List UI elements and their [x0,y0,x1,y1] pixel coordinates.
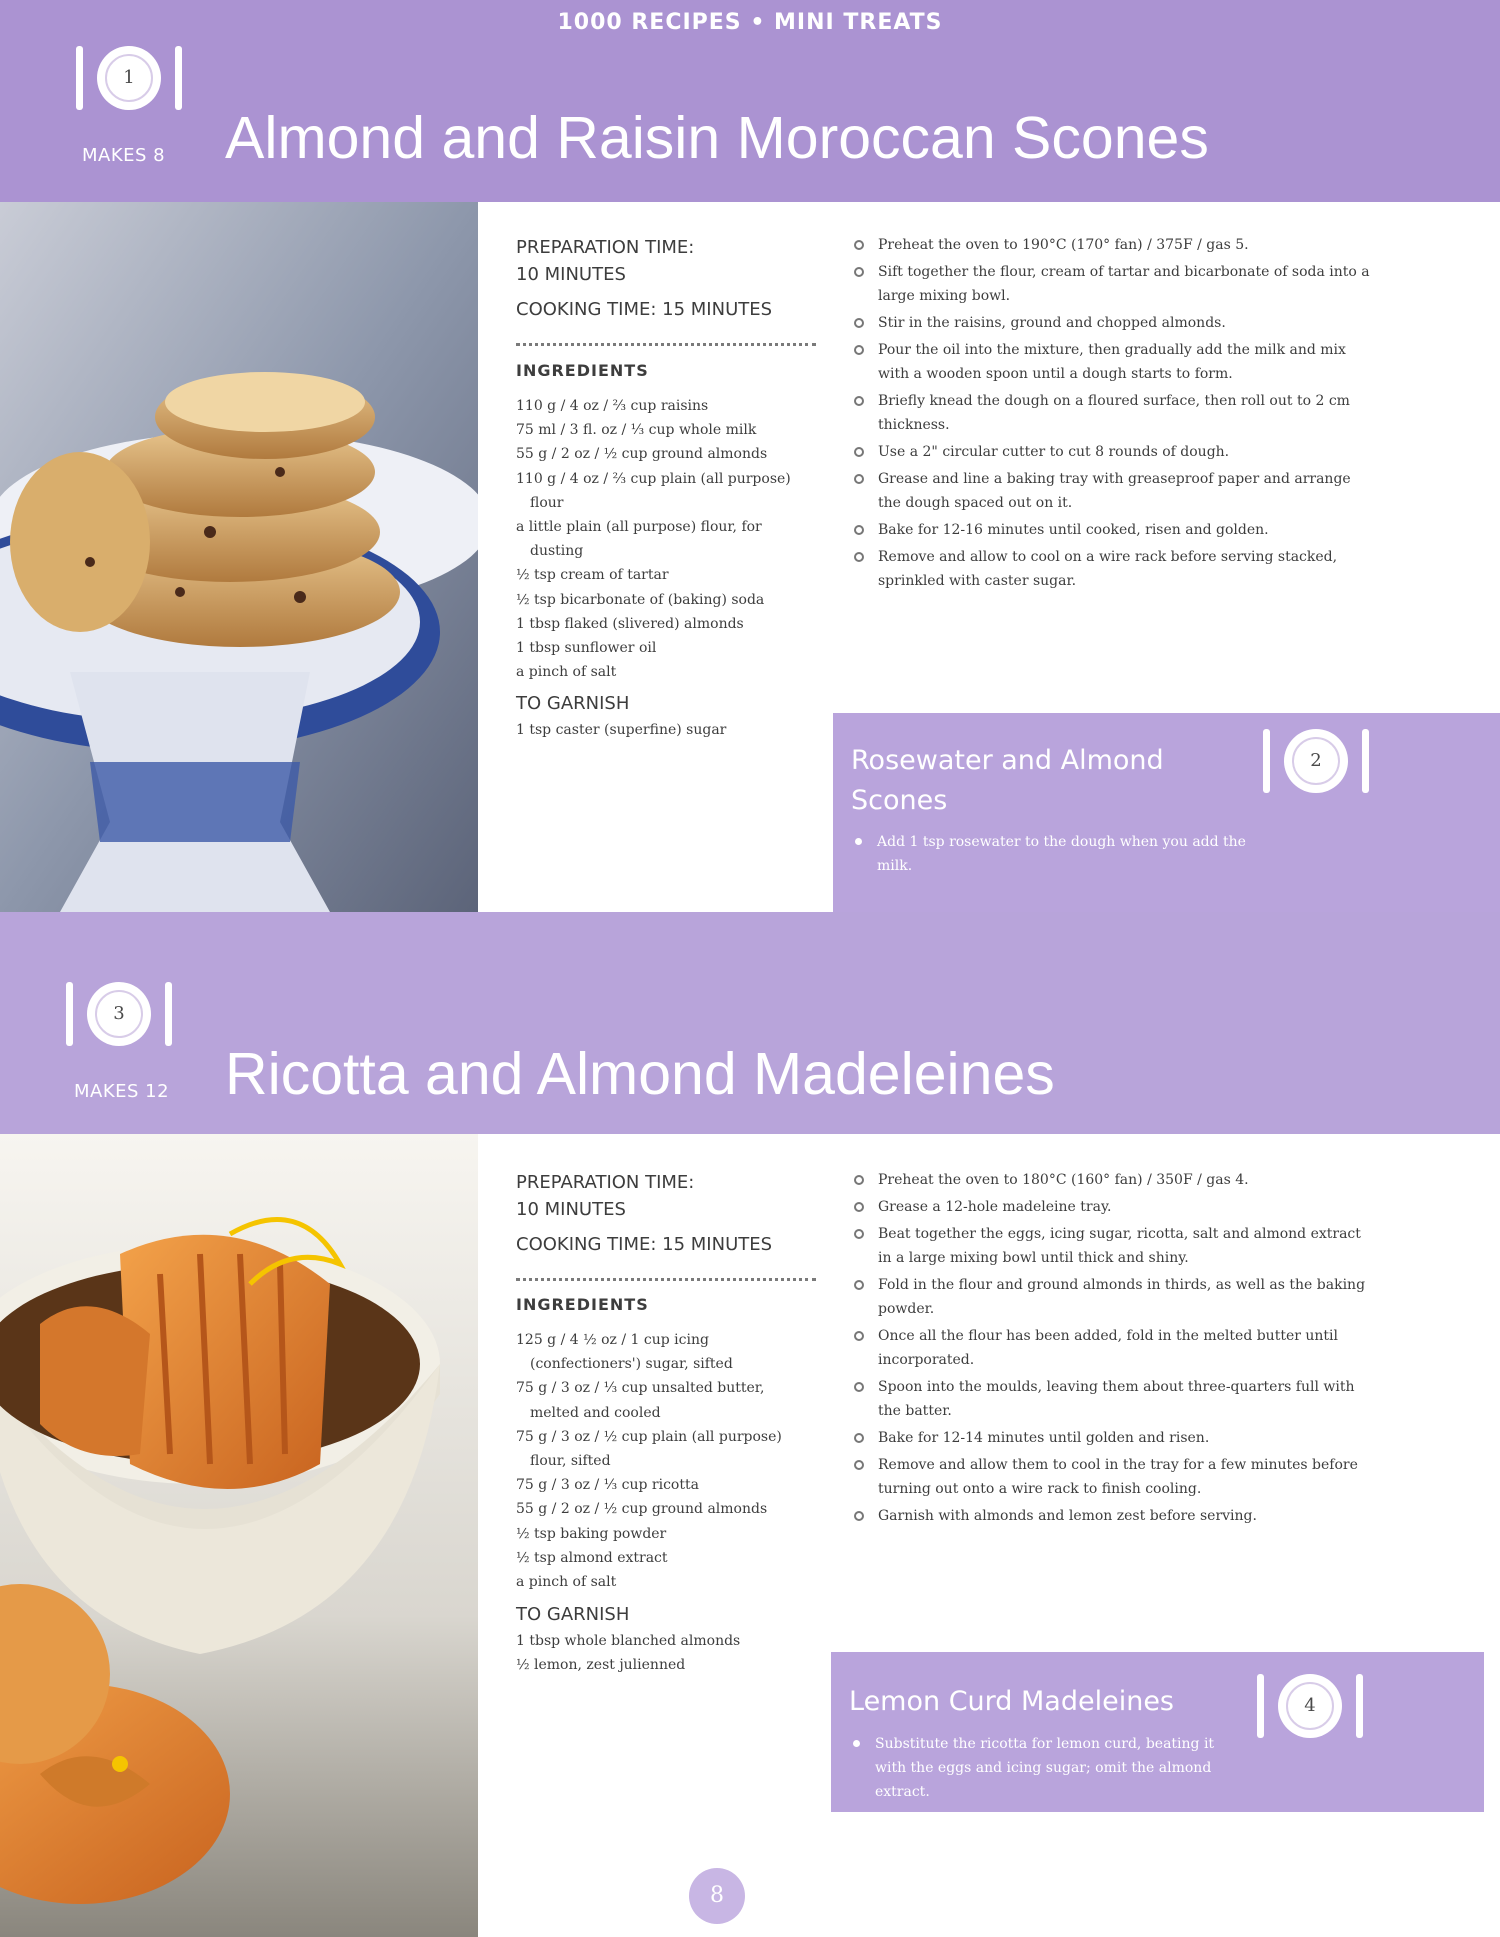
method-steps [852,1168,1372,1531]
ingredient-item: 55 g / 2 oz / ½ cup ground almonds [516,446,768,463]
recipe-photo-madeleines [0,1134,478,1937]
fork-icon [76,46,83,110]
ingredient-item: 110 g / 4 oz / ⅔ cup plain (all purpose) flour [516,470,791,511]
ingredient-item: a pinch of salt [516,664,617,681]
garnish-heading: TO GARNISH [516,693,630,714]
variation-number: 4 [1286,1682,1334,1730]
prep-cook-times [516,234,772,323]
ingredient-item: 110 g / 4 oz / ⅔ cup raisins [516,398,709,414]
plate-icon [1263,729,1369,793]
prep-label: PREPARATION TIME: [516,237,695,258]
ingredient-item: ½ tsp almond extract [516,1549,668,1566]
method-step: Briefly knead the dough on a floured surface, then roll out to 2 cm thickness. [852,389,1372,437]
prep-value: 10 MINUTES [516,264,626,285]
cook-time: COOKING TIME: 15 MINUTES [516,1234,773,1255]
running-header: 1000 RECIPES • MINI TREATS [557,10,943,35]
garnish-heading: TO GARNISH [516,1604,630,1625]
method-step: Bake for 12-14 minutes until golden and risen. [852,1426,1372,1450]
prep-cook-times [516,1169,772,1258]
variation-box [831,1652,1484,1812]
ingredients-list [516,394,816,684]
recipe-number: 3 [95,990,143,1038]
garnish-list [516,1629,816,1677]
method-step: Fold in the flour and ground almonds in thirds, as well as the baking powder. [852,1273,1372,1321]
method-step: Pour the oil into the mixture, then gradually add the milk and mix with a wooden spoon until a dough starts to form. [852,338,1372,386]
method-steps [852,233,1372,596]
ingredients-list [516,1328,816,1594]
ingredients-heading: INGREDIENTS [516,361,649,380]
variation-number: 2 [1292,737,1340,785]
ingredient-item: 75 ml / 3 fl. oz / ⅓ cup whole milk [516,422,757,439]
method-step: Grease and line a baking tray with greaseproof paper and arrange the dough spaced out on it. [852,467,1372,515]
knife-icon [1356,1674,1363,1738]
ingredient-item: 55 g / 2 oz / ½ cup ground almonds [516,1501,768,1518]
ingredient-item: ½ tsp cream of tartar [516,567,669,584]
ingredient-item: a little plain (all purpose) flour, for dusting [516,519,762,560]
page-number: 8 [689,1868,745,1924]
plate-icon [76,46,182,110]
method-step: Stir in the raisins, ground and chopped almonds. [852,311,1372,335]
variation-title: Lemon Curd Madeleines [849,1686,1175,1717]
method-step: Preheat the oven to 190°C (170° fan) / 375F / gas 5. [852,233,1372,257]
plate-icon [66,982,172,1046]
method-step: Beat together the eggs, icing sugar, ricotta, salt and almond extract in a large mixing bowl until thick and shiny. [852,1222,1372,1270]
method-step: Remove and allow to cool on a wire rack before serving stacked, sprinkled with caster sugar. [852,545,1372,593]
knife-icon [165,982,172,1046]
ingredient-item: 75 g / 3 oz / ⅓ cup unsalted butter, melted and cooled [516,1380,765,1421]
ingredient-item: 75 g / 3 oz / ½ cup plain (all purpose) flour, sifted [516,1428,782,1470]
variation-box [833,713,1500,912]
makes-count: MAKES 12 [74,1081,170,1102]
variation-text: Add 1 tsp rosewater to the dough when you add the milk. [851,830,1251,878]
garnish-list [516,718,816,742]
fork-icon [1263,729,1270,793]
ingredient-item: ½ tsp bicarbonate of (baking) soda [516,591,765,608]
method-step: Sift together the flour, cream of tartar and bicarbonate of soda into a large mixing bowl. [852,260,1372,308]
knife-icon [1362,729,1369,793]
knife-icon [175,46,182,110]
cook-time: COOKING TIME: 15 MINUTES [516,299,773,320]
method-step: Grease a 12-hole madeleine tray. [852,1195,1372,1219]
recipe-photo-scones [0,202,478,912]
ingredient-item: 75 g / 3 oz / ⅓ cup ricotta [516,1477,699,1494]
method-step: Bake for 12-16 minutes until cooked, risen and golden. [852,518,1372,542]
recipe-number: 1 [105,54,153,102]
method-step: Preheat the oven to 180°C (160° fan) / 350F / gas 4. [852,1168,1372,1192]
method-step: Garnish with almonds and lemon zest before serving. [852,1504,1372,1528]
garnish-item: ½ lemon, zest julienned [516,1657,686,1673]
method-step: Remove and allow them to cool in the tray for a few minutes before turning out onto a wire rack to finish cooling. [852,1453,1372,1501]
plate-icon [1257,1674,1363,1738]
prep-value: 10 MINUTES [516,1199,626,1220]
ingredient-item: 1 tbsp flaked (slivered) almonds [516,615,744,632]
method-step: Once all the flour has been added, fold in the melted butter until incorporated. [852,1324,1372,1372]
ingredient-item: 125 g / 4 ½ oz / 1 cup icing (confectioners') sugar, sifted [516,1332,733,1373]
dotted-divider [516,1278,816,1281]
variation-title: Rosewater and Almond Scones [851,745,1164,816]
ingredient-item: a pinch of salt [516,1574,617,1591]
recipe-title: Almond and Raisin Moroccan Scones [225,105,1209,171]
recipe-title: Ricotta and Almond Madeleines [225,1041,1055,1107]
makes-count: MAKES 8 [82,145,166,166]
dotted-divider [516,343,816,346]
ingredients-heading: INGREDIENTS [516,1295,649,1314]
variation-text: Substitute the ricotta for lemon curd, beating it with the eggs and icing sugar; omit the almond extract. [849,1732,1249,1804]
fork-icon [66,982,73,1046]
garnish-item: 1 tsp caster (superfine) sugar [516,722,727,738]
garnish-item: 1 tbsp whole blanched almonds [516,1633,741,1649]
method-step: Spoon into the moulds, leaving them about three-quarters full with the batter. [852,1375,1372,1423]
prep-label: PREPARATION TIME: [516,1172,695,1193]
ingredient-item: ½ tsp baking powder [516,1525,667,1542]
method-step: Use a 2" circular cutter to cut 8 rounds of dough. [852,440,1372,464]
ingredient-item: 1 tbsp sunflower oil [516,640,657,657]
fork-icon [1257,1674,1264,1738]
